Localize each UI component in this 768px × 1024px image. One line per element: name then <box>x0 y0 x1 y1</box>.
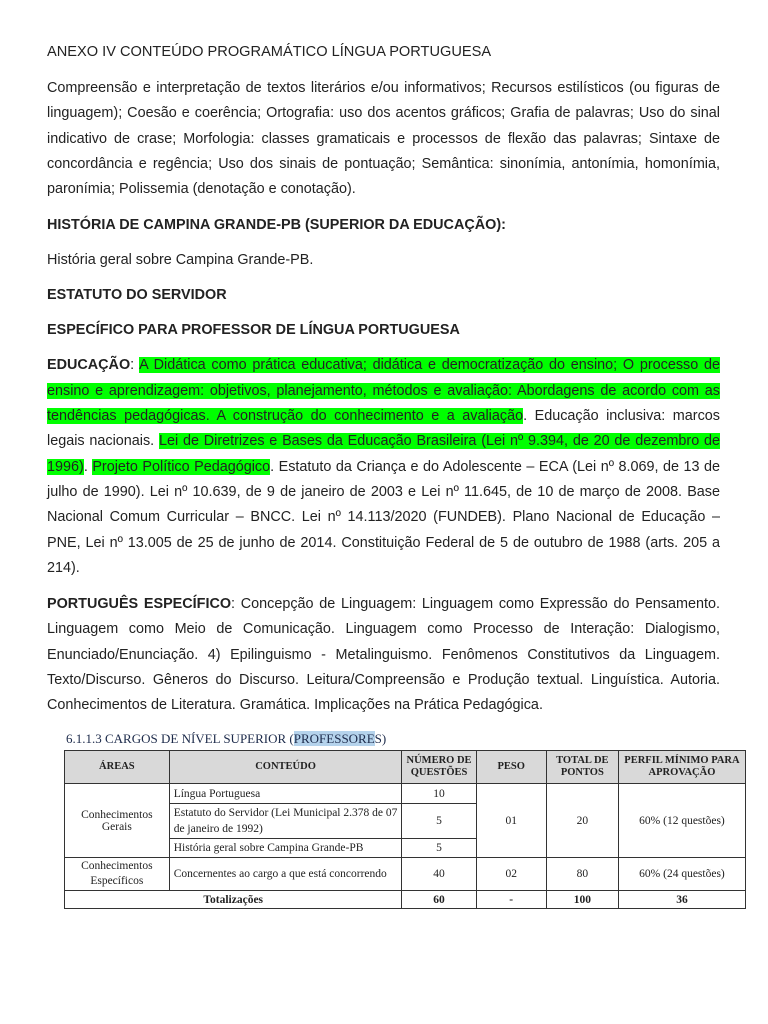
highlight-ldb: Lei de Diretrizes e Bases da Educação Brasileira (Lei nº 9.394, de 20 de dezembro de 1996) <box>47 433 720 475</box>
questoes-cell: 5 <box>402 839 476 858</box>
header-total: TOTAL DE PONTOS <box>546 751 618 784</box>
table-header-row <box>65 751 746 784</box>
document-body <box>47 40 720 730</box>
portugues-text: : Concepção de Linguagem: Linguagem como Expressão do Pensamento. Linguagem como Meio de Comunicação. Linguagem como Processo de Interação: Dialogismo, Enunciado/Enunciação. 4) Epilinguismo - Metalinguismo. Fenômenos Constitutivos da Linguagem. Texto/Discurso. Gêneros do Discurso. Leitura/Compreensão e Produção textual. Linguística. Autoria. Conhecimentos de Literatura. Gramática. Implicações na Prática Pedagógica. <box>47 596 720 714</box>
educacao-paragraph <box>47 353 720 581</box>
educacao-text-1: . Educação inclusiva: marcos legais nacionais. <box>47 408 720 450</box>
header-numero: NÚMERO DE QUESTÕES <box>402 751 476 784</box>
totals-row <box>65 891 746 909</box>
educacao-text-2: . <box>83 458 93 475</box>
document-title: ANEXO IV CONTEÚDO PROGRAMÁTICO LÍNGUA PORTUGUESA <box>47 44 492 60</box>
perfil-especificos: 60% (24 questões) <box>618 858 745 891</box>
historia-text: História geral sobre Campina Grande-PB. <box>47 252 314 269</box>
questoes-cell: 10 <box>402 784 476 804</box>
perfil-gerais: 60% (12 questões) <box>618 784 745 858</box>
questoes-cell: 5 <box>402 804 476 839</box>
conteudo-cell: Língua Portuguesa <box>169 784 402 804</box>
area-especificos: Conhecimentos Específicos <box>65 858 170 891</box>
total-gerais: 20 <box>546 784 618 858</box>
highlight-didatica: A Didática como prática educativa; didática e democratização do ensino; O processo de ensino e aprendizagem: objetivos, planejamento, métodos e avaliação: Abordagens de acordo com as tendências pedagógicas. A construção do conhecimento e a avaliação <box>47 357 721 425</box>
cargos-table-section <box>64 730 746 909</box>
table-title-suffix: S) <box>374 731 387 746</box>
conteudo-cell: Estatuto do Servidor (Lei Municipal 2.378 de 07 de janeiro de 1992) <box>169 804 402 839</box>
table-title-selection: PROFESSORE <box>293 731 375 746</box>
peso-especificos: 02 <box>476 858 546 891</box>
conteudo-cell: Concernentes ao cargo a que está concorrendo <box>169 858 402 891</box>
educacao-label: EDUCAÇÃO <box>47 357 131 374</box>
totals-peso: - <box>476 891 546 909</box>
educacao-text-3: . Estatuto da Criança e do Adolescente – ECA (Lei nº 8.069, de 13 de julho de 1990). Lei nº 10.639, de 9 de janeiro de 2003 e Lei nº 11.645, de 10 de março de 2008. Base Nacional Comum Curricular – BNCC. Lei nº 14.113/2020 (FUNDEB). Plano Nacional de Educação – PNE, Lei nº 13.005 de 25 de junho de 2014. Constituição Federal de 5 de outubro de 1988 (arts. 205 a 214). <box>47 458 720 576</box>
totals-perfil: 36 <box>618 891 745 909</box>
header-conteudo: CONTEÚDO <box>169 751 402 784</box>
especifico-heading: ESPECÍFICO PARA PROFESSOR DE LÍNGUA PORTUGUESA <box>47 322 460 339</box>
lingua-portuguesa-paragraph: Compreensão e interpretação de textos literários e/ou informativos; Recursos estilísticos (ou figuras de linguagem); Coesão e coerência; Ortografia: uso dos acentos gráficos; Grafia de palavras; Uso do sinal indicativo de crase; Morfologia: classes gramaticais e processos de flexão das palavras; Sintaxe de concordância e regência; Uso dos sinais de pontuação; Semântica: sinonímia, antonímia, homonímia, paronímia; Polissemia (denotação e conotação). <box>47 80 720 198</box>
portugues-paragraph <box>47 592 720 718</box>
conteudo-cell: História geral sobre Campina Grande-PB <box>169 839 402 858</box>
header-perfil: PERFIL MÍNIMO PARA APROVAÇÃO <box>618 751 745 784</box>
area-gerais: Conhecimentos Gerais <box>65 784 170 858</box>
portugues-label: PORTUGUÊS ESPECÍFICO <box>47 596 232 613</box>
totals-pontos: 100 <box>546 891 618 909</box>
table-row <box>65 784 746 804</box>
historia-heading: HISTÓRIA DE CAMPINA GRANDE-PB (SUPERIOR DA EDUCAÇÃO): <box>47 217 506 234</box>
estatuto-heading: ESTATUTO DO SERVIDOR <box>47 287 227 304</box>
questoes-cell: 40 <box>402 858 476 891</box>
table-title <box>66 730 746 747</box>
cargos-table <box>64 750 746 909</box>
header-areas: ÁREAS <box>65 751 170 784</box>
total-especificos: 80 <box>546 858 618 891</box>
educacao-separator: : <box>130 357 140 374</box>
totals-label: Totalizações <box>65 891 402 909</box>
table-title-prefix: 6.1.1.3 CARGOS DE NÍVEL SUPERIOR ( <box>66 731 294 746</box>
peso-gerais: 01 <box>476 784 546 858</box>
totals-questoes: 60 <box>402 891 476 909</box>
header-peso: PESO <box>476 751 546 784</box>
highlight-ppp: Projeto Político Pedagógico <box>92 458 271 475</box>
table-row <box>65 858 746 891</box>
